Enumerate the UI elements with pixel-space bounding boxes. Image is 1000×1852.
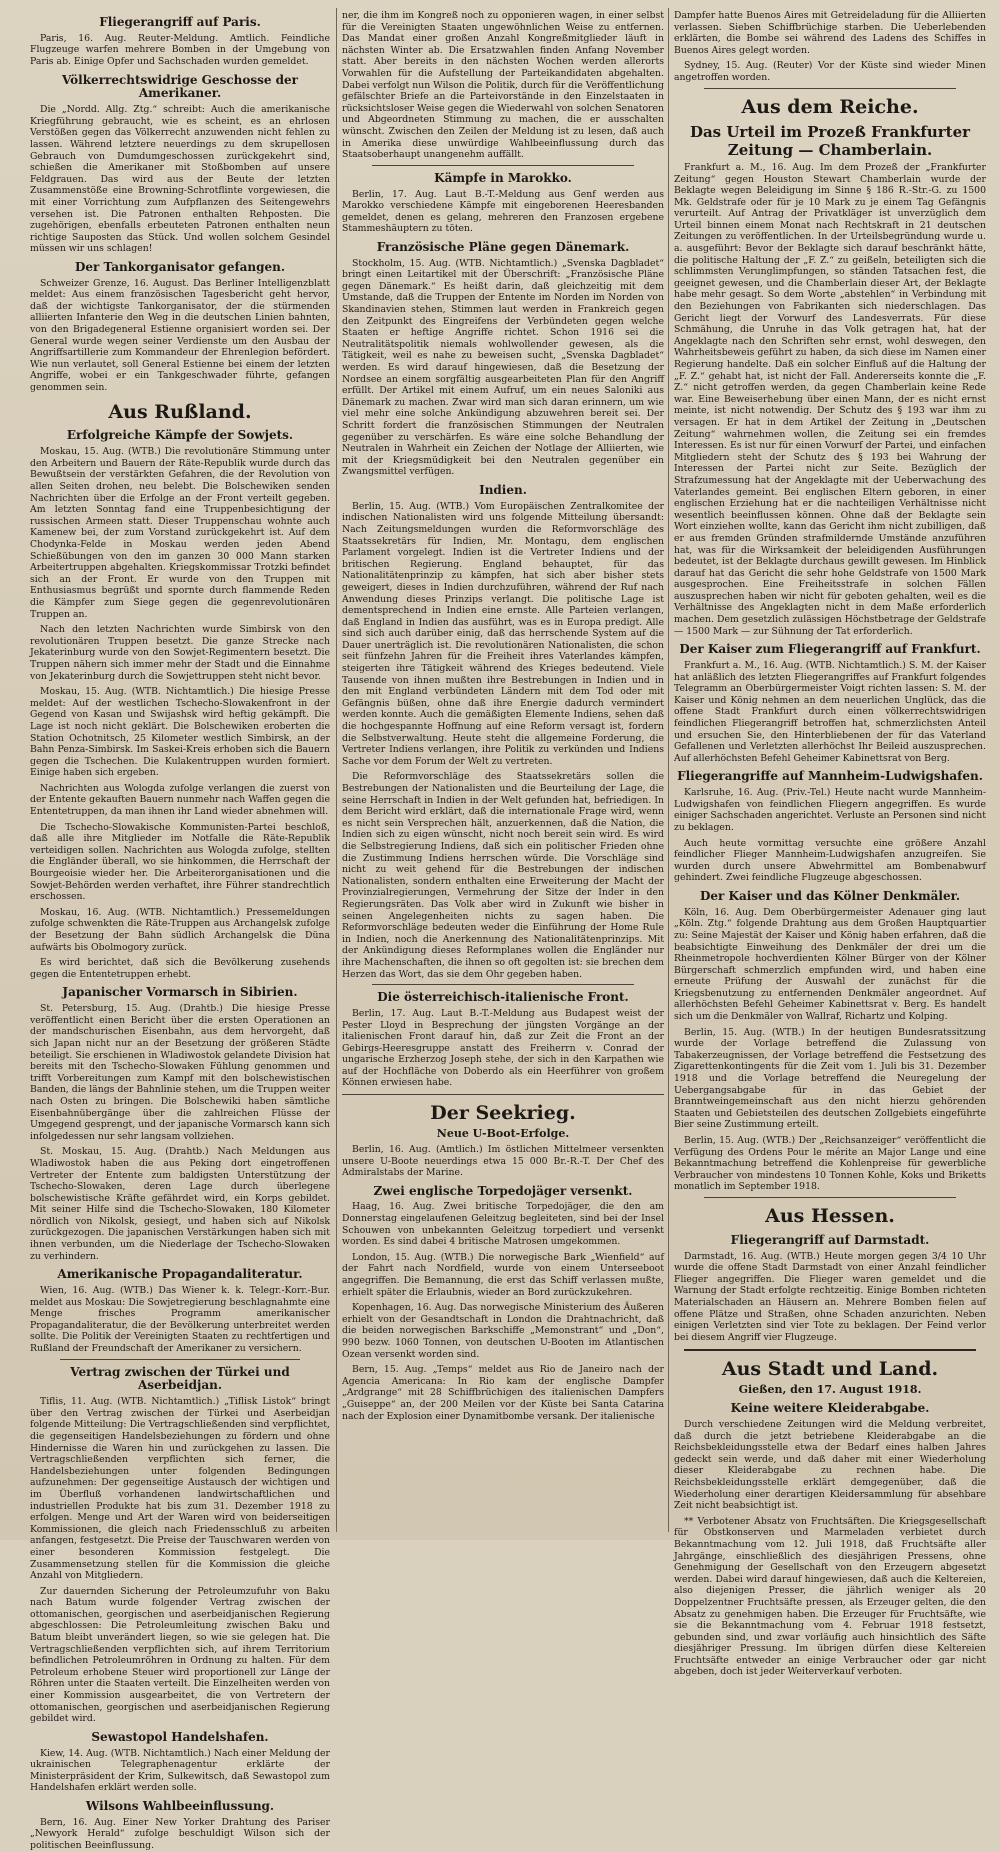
article-text: Berlin, 15. Aug. (WTB.) Der „Reichsanzeiger“ veröffentlicht die Verfügung des Ordens Pour le mérite an Major Lange und eine Bekanntmachung betreffend die Kohlenpreise für gewerbliche Verbraucher von mindestens 10 Tonnen Kohle, Koks und Briketts monatlich im September 1918. — [674, 1135, 986, 1193]
article-text: Tiflis, 11. Aug. (WTB. Nichtamtlich.) „Tiflisk Listok“ bringt über den Vertrag zwischen der Türkei und Aserbeidjan folgende Mitteilung: Die Vertragschließenden sind verpflichtet, die gegenseitigen Handelsbeziehungen zu fördern und ohne Hindernisse die Waren hin und zurückgehen zu lassen. Die Vertragschließenden verpflichten sich ferner, die Handelsbeziehungen unter folgenden Bedingungen aufzunehmen: Der gegenseitige Austausch der wichtigen und im Überfluß vorhandenen landwirtschaftlichen und industriellen Produkte hat bis zum 31. Dezember 1918 zu erfolgen. Menge und Art der Waren wird von beiderseitigen Kommissionen, die gleich nach Friedensschluß zu arbeiten anfangen, festgesetzt. Die Preise der Tauschwaren werden von einer besonderen Kommission festgelegt. Die Zusammensetzung stellen für die Kommission die gleiche Anzahl von Mitgliedern. — [30, 1396, 330, 1582]
section-title-reich: Aus dem Reiche. — [741, 95, 919, 118]
article-text: ner, die ihm im Kongreß noch zu opponieren wagen, in einer selbst für die Vereinigten Staaten ungewöhnlichen Weise zu entfernen. Das Mandat einer großen Anzahl Kongreßmitglieder läuft in nächsten Winter ab. Die Ersatzwahlen finden Anfang November statt. Aber bereits in den nächsten Wochen werden allerorts Vorwahlen für die Aufstellung der Parteikandidaten abgehalten. Dabei verfolgt nun Wilson die Politik, durch für die Veröffentlichung gefälschter Briefe an die Parteivorstände in den Einzelstaaten in rücksichtsloser Weise gegen die Wiederwahl von solchen Senatoren und Abgeordneten Stimmung zu machen, die er ausschalten wünscht. Zwischen den Zeilen der Meldung ist zu lesen, daß auch in Amerika diese unwürdige Wahlbeeinflussung durch das Staatsoberhaupt unangenehm auffällt. — [342, 10, 664, 161]
column-3 — [674, 10, 986, 1678]
headline-american-projectiles: Völkerrechtswidrige Geschosse der Amerikaner. — [61, 72, 299, 101]
section-title-hessen: Aus Hessen. — [765, 1204, 895, 1227]
article-text: Wien, 16. Aug. (WTB.) Das Wiener k. k. Telegr.-Korr.-Bur. meldet aus Moskau: Die Sowjetregierung beschlagnahmte eine Menge frisches Programm amerikanischer Propagandaliteratur, die der Bevölkerung unterbreitet werden sollte. Die Politik der Vereinigten Staaten zu rechtfertigen und Rußland der Freundschaft der Amerikaner zu versichern. — [30, 1285, 330, 1355]
headline-japanese-advance: Japanischer Vormarsch in Sibirien. — [62, 985, 298, 1000]
column-1 — [30, 10, 330, 1851]
article-text: Karlsruhe, 16. Aug. (Priv.-Tel.) Heute nacht wurde Mannheim-Ludwigshafen von feindlichen Fliegern angegriffen. Es wurde einiger Sachschaden angerichtet. Verluste an Personen sind nicht zu beklagen. — [674, 787, 986, 833]
headline-turkey-azerbaijan-treaty: Vertrag zwischen der Türkei und Aserbeidjan. — [70, 1364, 290, 1393]
column-rule-right — [668, 8, 669, 1532]
divider — [684, 1349, 976, 1351]
article-text: Sydney, 15. Aug. (Reuter) Vor der Küste sind wieder Minen angetroffen worden. — [674, 60, 986, 83]
headline-wilson-election: Wilsons Wahlbeeinflussung. — [85, 1799, 275, 1813]
article-text: Berlin, 17. Aug. Laut B.-T.-Meldung aus Genf werden aus Marokko verschiedene Kämpfe mit eingeborenen Heeresbanden gemeldet, denen es gelang, mehreren den Franzosen ergebene Stammeshäuptern zu töten. — [342, 188, 664, 235]
article-text: Berlin, 17. Aug. Laut B.-T.-Meldung aus Budapest weist der Pester Lloyd in Besprechung der jüngsten Vorgänge an der italienischen Front darauf hin, daß zur Zeit die Front an der Gebirgs-Heeresgruppe anstatt des Freiherrn v. Conrad der ungarische Erzherzog Joseph stehe, der sich in den Karpathen wie auf der Hochfläche von Doberdo als ein Heerführer von großem Können erwiesen habe. — [342, 1007, 664, 1089]
article-text: Paris, 16. Aug. Reuter-Meldung. Amtlich. Feindliche Flugzeuge warfen mehrere Bomben in der Umgebung von Paris ab. Einige Opfer und Sachschaden wurden gemeldet. — [30, 32, 330, 67]
headline-austrian-italian-front: Die österreichisch-italienische Front. — [377, 990, 629, 1005]
article-text: Stockholm, 15. Aug. (WTB. Nichtamtlich.) „Svenska Dagbladet“ bringt einen Leitartikel mit der Überschrift: „Französische Pläne gegen Dänemark.“ Es heißt darin, daß gleichzeitig mit dem Umstande, daß die Truppen der Entente im Norden im Norden von Skandinavien stehen, Stimmen laut werden in Frankreich gegen den Zeitpunkt des Eingreifens der Verbündeten gegen welche Staaten er heftige Angriffe richtet. Schon 1916 sei die Neutralitätspolitik niemals wohlwollender gewesen, als die Tätigkeit, weil es nahe zu beweisen sucht, „Svenska Dagbladet“ werden. Es wird darauf hingewiesen, daß die Besetzung der Nordsee an einem sorgfältig ausgearbeiteten Plan für den Angriff erfüllt. Der Artikel mit einem Aufruf, um ein neues Saloniki aus Dänemark zu machen. Zwar wird man sich daran erinnern, um wie viel mehr eine solche Ankündigung abzuwehren bereit sei. Der Schritt fordert die französischen Stimmungen der Neutralen gegenüber zu verschärfen. Es wäre eine solche Behandlung der Neutralen in Wahrheit ein Zeichen der Notlage der Alliierten, wie mit der Kriegsmüdigkeit bei den Neutralen gegenüber ein Zwangsmittel verfügen. — [342, 257, 664, 478]
article-text: Berlin, 16. Aug. (Amtlich.) Im östlichen Mittelmeer versenkten unsere U-Boote neuerdings etwa 15 000 Br.-R.-T. Der Chef des Admiralstabs der Marine. — [342, 1143, 664, 1179]
article-text: Moskau, 15. Aug. (WTB. Nichtamtlich.) Die hiesige Presse meldet: Auf der westlichen Tschecho-Slowakenfront in der Gegend von Kasan und Swijashsk wird heftig gekämpft. Die Lage ist noch nicht geklärt. Die Bolschewiken eroberten die Station Ochotnitsch, 25 Kilometer westlich Simbirsk, an der Bahn Penza-Simbirsk. Im Saskei-Kreis erhoben sich die Bauern gegen die Tschechen. Die Kulakentruppen wurden formiert. Einige haben sich ergeben. — [30, 686, 330, 779]
article-text: Frankfurt a. M., 16. Aug. Im dem Prozeß der „Frankfurter Zeitung“ gegen Houston Stewart Chamberlain wurde der Beklagte wegen Beleidigung im Sinne § 186 R.-Str.-G. zu 1500 Mk. Geldstrafe oder für je 10 Mark zu je einem Tag Gefängnis verurteilt. Auf Antrag der Privatkläger ist unverzüglich dem Urteil binnen einem Monat nach Rechtskraft in 21 deutschen Zeitungen zu veröffentlichen. In der Urteilsbegründung wurde u. a. ausgeführt: Bevor der Beklagte sich darauf beschränkt hätte, die politische Haltung der „F. Z.“ zu geißeln, beteiligten sich die schlimmsten Verunglimpfungen, so ständen Tatsachen fest, die geeignet gewesen, und die Chamberlain dieser Art, der Beklagte habe mehr gesagt. So dem Worte „abstehlen“ in Verbindung mit den Beziehungen von Fabrikanten sich niederschlagen. Das Gericht liegt der Vorwurf des Landesverrats. Für diese Schmähung, die Unruhe in das Volk getragen hat, hat der Angeklagte nach den Schriften sehr ernst, wohl deswegen, den Wahrheitsbeweis geführt zu haben, da sich diese im Namen einer Regierung handelte. Daß ein solcher Einfluß auf die Haltung der „F. Z.“ gehabt hat, ist nicht der Fall. Andererseits konnte die „F. Z.“ nicht getroffen werden, da gegen Chamberlain keine Rede war. Eine Beweiserhebung über einen Mann, der es nicht ernst meinte, ist nicht notwendig. Der Schutz des § 193 war ihm zu versagen. Er hat in dem Artikel der Zeitung in „Deutschen Zeitung“ wahrnehmen wollen, die Zeitung sei ein fremdes Interessen. Es ist nur für einen Vorwurf der Partei, und einfachen Mitgliedern steht der Schutz des § 193 bei Wahrung der Interessen der Partei nicht zur Seite. Bezüglich der Strafzumessung hat der Angeklagte mit der Ueberwachung des Vaterlandes gemeint. Bei englischen Eltern geboren, in einer englischen Erziehung hat er die nachteiligen Verhältnisse nicht wesentlich beeinflussen können. Ohne daß der Beklagte sein Wort einziehen wollte, kann das Gericht ihm nicht zubilligen, daß er aus fremden Gründen strafmildernde Umstände anzuführen hat, was für die Wirksamkeit der beleidigenden Ausführungen bedeutet, ist der Beklagte durchaus gewillt gewesen. Im Hinblick darauf hat das Gericht die sehr hohe Geldstrafe von 1500 Mark ausgesprochen. Eine Freiheitsstrafe in solchen Fällen auszusprechen haben wir nicht für geboten gehalten, weil es die Verhältnisse des Angeklagten nicht in dem Maße erforderlich machen. Dem gesetzlich zulässigen Höchstbetrage der Geldstrafe — 1500 Mark — zur Sühnung der Tat erforderlich. — [674, 161, 986, 637]
divider — [372, 984, 634, 985]
article-text: Dampfer hatte Buenos Aires mit Getreideladung für die Alliierten verlassen. Sieben Schiffbrüchige starben. Die Ueberlebenden erklärten, die Bombe sei während des Ladens des Schiffes in Buenos Aires gelegt worden. — [674, 10, 986, 56]
article-text: Haag, 16. Aug. Zwei britische Torpedojäger, die den am Donnerstag eingelaufenen Geleitzug begleiteten, sind bei der Insel Schouwen von unbekannten Geleitzug torpediert und versenkt worden. Es sind dabei 4 britische Matrosen umgekommen. — [342, 1201, 664, 1248]
headline-clothing-collection: Keine weitere Kleiderabgabe. — [730, 1401, 930, 1416]
subheadline-u-boat-success: Neue U-Boot-Erfolge. — [436, 1126, 570, 1140]
article-text: Nach den letzten Nachrichten wurde Simbirsk von den revolutionären Truppen besetzt. Die ganze Strecke nach Jekaterinburg wurde von den Sowjet-Regimentern besetzt. Die Truppen nähern sich immer mehr der Stadt und die Einnahme von Jekaterinburg durch die Sowjettruppen steht nicht bevor. — [30, 624, 330, 682]
section-title-city-country: Aus Stadt und Land. — [721, 1358, 939, 1381]
article-text: Es wird berichtet, daß sich die Bevölkerung zusehends gegen die Ententetruppen erhebt. — [30, 957, 330, 980]
divider — [704, 88, 956, 89]
divider — [60, 1359, 300, 1360]
section-title-naval-war: Der Seekrieg. — [430, 1102, 576, 1125]
divider — [372, 165, 634, 166]
article-text: Moskau, 16. Aug. (WTB. Nichtamtlich.) Pressemeldungen zufolge schwenkten die Räte-Truppen aus Archangelsk zufolge der Besetzung der Bahn südlich Archangelsk die Düna aufwärts bis Obolmogory zurück. — [30, 906, 330, 953]
headline-kaiser-cologne-monuments: Der Kaiser und das Kölner Denkmäler. — [699, 888, 961, 903]
article-text: ** Verbotener Absatz von Fruchtsäften. Die Kriegsgesellschaft für Obstkonserven und Marmeladen verbietet durch Bekanntmachung vom 12. Juli 1918, daß Fruchtsäfte aller Jahrgänge, einschließlich des diesjährigen Pressens, ohne Genehmigung der Gesellschaft von den Erzeugern abgesetzt werden. Dabei wird darauf hingewiesen, daß auch die Keltereien, also diejenigen Presser, die jährlich weniger als 20 Doppelzentner Fruchtsäfte pressen, als Erzeuger gelten, die den Absatz zu genehmigen haben. Die Erzeuger für Fruchtsäfte, wie sie die Bekanntmachung vom 4. Februar 1918 festsetzt, gebunden sind, und zwar vorläufig auch hinsichtlich des Säfte diesjähriger Pressung. Im übrigen dürfen diese Keltereien Fruchtsäfte entweder an einige Verbraucher oder gar nicht abgeben, doch ist jeder Weiterverkauf verboten. — [674, 1515, 986, 1678]
article-text: Bern, 16. Aug. Einer New Yorker Drahtung des Pariser „Newyork Herald“ zufolge beschuldigt Wilson sich der politischen Beeinflussung. — [30, 1816, 330, 1851]
section-title-russia: Aus Rußland. — [108, 400, 252, 423]
article-text: Die Tschecho-Slowakische Kommunisten-Partei beschloß, daß alle ihre Mitglieder im Notfalle die Räte-Republik verteidigen sollen. Nachrichten aus Wologda zufolge, stellten die Engländer überall, wo sie hinkommen, die Herrschaft der Bourgeoisie wieder her. Die Arbeiterorganisationen und die Sowjet-Behörden werden verhaftet, ihre Führer standrechtlich erschossen. — [30, 821, 330, 903]
headline-kaiser-frankfurt: Der Kaiser zum Fliegerangriff auf Frankfurt. — [679, 642, 981, 657]
article-text: St. Moskau, 15. Aug. (Drahtb.) Nach Meldungen aus Wladiwostok haben die aus Peking dort eingetroffenen Vertreter der Entente zum baldigsten Unterstützung der Tschecho-Slowaken, deren Lage durch überlegene bolschewistische Kräfte gefährdet wird, ein Korps gebildet. Mit seiner Hilfe sind die Tschecho-Slowaken, 180 Kilometer nördlich von Nikolsk, gesiegt, und haben sich auf Nikolsk zurückgezogen. Die japanischen Verstärkungen haben sich mit ihnen verbunden, um die Niederlage der Tschecho-Slowaken zu verhindern. — [30, 1146, 330, 1262]
headline-american-propaganda: Amerikanische Propagandaliteratur. — [57, 1267, 303, 1282]
article-text: Frankfurt a. M., 16. Aug. (WTB. Nichtamtlich.) S. M. der Kaiser hat anläßlich des letzten Fliegerangriffes auf Frankfurt folgendes Telegramm an Oberbürgermeister Voigt richten lassen: S. M. der Kaiser und König nehmen an dem neuerlichen Unglück, das die offene Stadt Frankfurt durch einen völkerrechtswidrigen feindlichen Fliegerangriff betroffen hat, schmerzlichsten Anteil und ersuchen Sie, den Hinterbliebenen der für das Vaterland Gefallenen und Verletzten allerhöchst Ihr Beileid auszusprechen. Auf allerhöchsten Befehl Geheimer Kabinettsrat von Berg. — [674, 660, 986, 764]
article-text: Nachrichten aus Wologda zufolge verlangen die zuerst von der Entente gekauften Bauern nunmehr nach Waffen gegen die Ententetruppen, da man ihnen ihr Land wieder abnehmen will. — [30, 782, 330, 818]
headline-sevastopol-harbor: Sewastopol Handelshafen. — [91, 1729, 269, 1744]
headline-morocco-battles: Kämpfe in Marokko. — [434, 170, 572, 185]
article-text: Moskau, 15. Aug. (WTB.) Die revolutionäre Stimmung unter den Arbeitern und Bauern der Räte-Republik wurde durch das Bewußtsein der verstärkten Gefahren, die der Revolution von allen Seiten drohen, neu belebt. Die Bolschewiken senden Nachrichten über die Erfolge an der Front verteilt gegeben. Am letzten Sonntag fand eine Truppenbesichtigung der russischen Armeen statt. Dieser Truppenschau wohnte auch Kamenew bei, der zum Vorstand zurückgekehrt ist. Auf dem Chodynka-Felde in Moskau werden jeden Abend Schießübungen von den im ganzen 30 000 Mann starken Arbeitertruppen abgehalten. Kriegskommissar Trotzki befindet sich an der Front. Er wurde von den Truppen mit Enthusiasmus begrüßt und spornte durch flammende Reden die Kämpfer zum Siege gegen die gegenrevolutionären Truppen an. — [30, 446, 330, 620]
article-text: Kiew, 14. Aug. (WTB. Nichtamtlich.) Nach einer Meldung der ukrainischen Telegraphenagentur erklärte der Ministerpräsident der Krim, Sulkewitsch, daß Sewastopol zum Handelshafen erklärt werden solle. — [30, 1747, 330, 1794]
article-text: Berlin, 15. Aug. (WTB.) In der heutigen Bundesratssitzung wurde der Vorlage betreffend die Zulassung von Tabakerzeugnissen, der Vorlage betreffend die Festsetzung des Zigarettenkontingents für die Zeit vom 1. Juli bis 31. Dezember 1918 und die Vorlage betreffend die Neuregelung der Uebergangsabgabe für in das Gebiet der Branntweingemeinschaft aus den nicht hierzu gehörenden Staaten und Gebietsteilen des deutschen Zollgebiets eingeführte Bier seine Zustimmung erteilt. — [674, 1026, 986, 1131]
article-text: Die „Nordd. Allg. Ztg.“ schreibt: Auch die amerikanische Kriegführung gebraucht, wie es scheint, es an ehrlosen Verstößen gegen das Völkerrecht anzuwenden nicht fehlen zu lassen. Während letztere neuerdings zu dem skrupellosen Gebrauch von Dumdumgeschossen zurückgekehrt sind, schießen die Amerikaner mit Stoßbomben auf unsere Feldgrauen. Das wird aus der Beute der letzten Zusammenstöße eine Browning-Schrotflinte vorgewiesen, die mit einer Vorrichtung zum Aufpflanzen des Seitengewehrs versehen ist. Die Patronen enthalten Rehposten. Die zugehörigen, ebenfalls erbeuteten Patronen enthalten neun richtige Sauposten das Stück. Und wollen solchem Gesindel müssen wir uns schlagen! — [30, 104, 330, 255]
divider — [704, 1197, 956, 1198]
article-text: Darmstadt, 16. Aug. (WTB.) Heute morgen gegen 3/4 10 Uhr wurde die offene Stadt Darmstadt von einer Anzahl feindlicher Flieger angegriffen. Die Flieger waren gemeldet und die Warnung der Stadt erfolgte rechtzeitig. Einige Bomben richteten Materialschaden an Häusern an. Mehrere Bomben fielen auf offene Plätze und Straßen, ohne Schaden anzurichten. Neben einigen Verletzten sind vier Tote zu beklagen. Der Feind verlor bei diesem Angriff vier Flugzeuge. — [674, 1250, 986, 1343]
divider — [342, 1094, 664, 1095]
article-text: Zur dauernden Sicherung der Petroleumzufuhr von Baku nach Batum wurde folgender Vertrag zwischen der ottomanischen, georgischen und aserbeidjanischen Regierung abgeschlossen: Die Petroleumleitung zwischen Baku und Batum bleibt unverändert liegen, so wie sie gelegen hat. Die Vertragschließenden verpflichten sich, auf ihrem Territorium befindlichen Petroleumröhren in Ordnung zu halten. Für dem Petroleum erhobene Steuer wird proportionell zur Länge der Röhren unter die Staaten verteilt. Die Einzelheiten werden von einer Kommission ausgearbeitet, die von Vertretern der ottomanischen, georgischen und aserbeidjanischen Regierung gebildet wird. — [30, 1585, 330, 1725]
article-text: St. Petersburg, 15. Aug. (Drahtb.) Die hiesige Presse veröffentlicht einen Bericht über die ersten Operationen an der mandschurischen Eisenbahn, aus dem hervorgeht, daß sich Japan nicht nur an der Besetzung der größeren Städte beteiligt. Sie erschienen in Wladiwostok gelandete Division hat bereits mit den Tschecho-Slowaken Fühlung genommen und trifft Vorbereitungen zum Kampf mit den bolschewistischen Banden, die längs der Bahnlinie stehen, um die Truppen weiter nach Osten zu bringen. Die Bolschewiki haben sämtliche Eisenbahnübergänge über die zahlreichen Flüsse der Umgegend gesprengt, und der japanische Vormarsch kann sich infolgedessen nur sehr langsam vollziehen. — [30, 1003, 330, 1142]
headline-torpedo-boats-sunk: Zwei englische Torpedojäger versenkt. — [373, 1183, 633, 1198]
headline-soviet-battles: Erfolgreiche Kämpfe der Sowjets. — [66, 428, 294, 443]
article-text: Schweizer Grenze, 16. August. Das Berliner Intelligenzblatt meldet: Aus einem französischen Tagesbericht geht hervor, daß der wichtigste Tankorganisator, der die stürmenden alliierten Infanterie den Weg in die deutschen Linien bahnten, von den Brigadegeneral Estienne organisiert worden sei. Der General wurde wegen seiner Verdienste um den Ausbau der Angriffsartillerie zum Kommandeur der Ehrenlegion befördert. Wie nun verlautet, soll General Estienne bei einem der letzten Angriffe, wobei er ein Tankgeschwader führte, gefangen genommen sein. — [30, 277, 330, 394]
headline-darmstadt-raid: Fliegerangriff auf Darmstadt. — [730, 1232, 930, 1247]
article-text: Durch verschiedene Zeitungen wird die Meldung verbreitet, daß durch die jetzt betriebene Kleiderabgabe an die Reichsbekleidungsstelle etwa der Bedarf eines halben Jahres gedeckt sein werde, und daß daher mit einer Wiederholung dieser Kleiderabgabe zu rechnen habe. Die Reichsbekleidungsstelle erklärt demgegenüber, daß die Wiederholung einer derartigen Kleidersammlung für absehbare Zeit nicht beabsichtigt ist. — [674, 1419, 986, 1512]
article-text: London, 15. Aug. (WTB.) Die norwegische Bark „Wienfield“ auf der Fahrt nach Nordfield, wurde von einem Unterseeboot angegriffen. Die Bemannung, die erst das Schiff verlassen mußte, erhielt später die Erlaubnis, wieder an Bord zurückzukehren. — [342, 1251, 664, 1298]
headline-frankfurt-verdict: Das Urteil im Prozeß Frankfurter Zeitung — Chamberlain. — [689, 123, 971, 159]
headline-french-plans-denmark: Französische Pläne gegen Dänemark. — [376, 239, 630, 254]
headline-mannheim-raids: Fliegerangriffe auf Mannheim-Ludwigshafen. — [677, 769, 983, 784]
dateline-giessen: Gießen, den 17. August 1918. — [738, 1383, 922, 1397]
article-text: Kopenhagen, 16. Aug. Das norwegische Ministerium des Äußeren erhielt von der Gesandtschaft in London die Drahtnachricht, daß die beiden norwegischen Barkschiffe „Memonstrant“ und „Don“, 990 bezw. 1060 Tonnen, von deutschen U-Booten im Atlantischen Ozean versenkt worden sind. — [342, 1302, 664, 1360]
article-text: Bern, 15. Aug. „Temps“ meldet aus Rio de Janeiro nach der Agencia Americana: In Rio kam der englische Dampfer „Ardgrange“ mit 28 Schiffbrüchigen des italienischen Dampfers „Guiseppe“ an, der 200 Meilen vor der Küste bei Santa Catarina nach der Explosion einer Dynamitbombe versank. Der italienische — [342, 1364, 664, 1422]
article-text: Köln, 16. Aug. Dem Oberbürgermeister Adenauer ging laut „Köln. Ztg.“ folgende Drahtung aus dem Großen Hauptquartier zu: Seine Majestät der Kaiser und König haben erfahren, daß die beabsichtigte Einweihung des Denkmäler der drei um die Rheinmetropole hochverdienten Kölner Bürger von der Kölner Bürgerschaft schmerzlich empfunden wird, und haben eine erneute Prüfung der Auswahl der zunächst für die Kriegsbenutzung zu entfernenden Denkmäler angeordnet. Auf allerhöchsten Befehl Geheimer Kabinettsrat v. Berg. Es handelt sich um die Denkmäler von Wallraf, Richartz und Kolping. — [674, 906, 986, 1023]
headline-india: Indien. — [479, 482, 527, 497]
headline-tank-organizer: Der Tankorganisator gefangen. — [74, 259, 286, 274]
article-text: Auch heute vormittag versuchte eine größere Anzahl feindlicher Flieger Mannheim-Ludwigshafen anzugreifen. Sie wurden durch unsere Abwehrmittel am Bombenabwurf gehindert. Zwei feindliche Flugzeuge abgeschossen. — [674, 837, 986, 884]
column-rule-left — [336, 8, 337, 1532]
column-2 — [342, 10, 664, 1534]
article-text: Die Reformvorschläge des Staatssekretärs sollen die Bestrebungen der Nationalisten und die Beurteilung der Lage, die seine Herrschaft in Indien in der Welt gefunden hat, befriedigen. In dem Bericht wird erklärt, daß die internationale Frage wird, wenn es nicht sein Versprechen hält, anzuerkennen, daß die Nation, die Indien sich zu eigen wünscht, nicht noch bereit sein wird. Es wird die Selbstregierung Indiens, daß sich ein politischer Frieden ohne die Zustimmung Indiens herrschen würde. Die Vorschläge sind nicht zu weit gehend für die Bestrebungen der indischen Nationalisten, sondern enthalten eine Erweiterung der Macht der Provinzialregierungen, Vermehrung der Sitze der Inder in den Regierungsräten. Das Volk aber wird in Zukunft wie bisher in seinen Angelegenheiten nichts zu sagen haben. Die Reformvorschläge bedeuten weder die Einführung der Home Rule in Indien, noch die Anerkennung des Nationalitätenprinzips. Mit der Ankündigung dieses Reformplanes wollen die Engländer nur ihre Machenschaften, die ihnen so oft gegolten ist: sie brechen dem Herzen das Wort, das sie dem Ohr gegeben haben. — [342, 771, 664, 980]
headline-paris-air-raid: Fliegerangriff auf Paris. — [99, 15, 261, 29]
article-text: Berlin, 15. Aug. (WTB.) Vom Europäischen Zentralkomitee der indischen Nationalisten wird uns folgende Mitteilung übersandt: Nach Zeitungsmeldungen wurden die Reformvorschläge des Staatssekretärs für Indien, Mr. Montagu, dem englischen Parlament vorgelegt. Indien ist die Vertreter Indiens und der britischen Regierung. England behauptet, für das Nationalitätenprinzip zu kämpfen, hat sich aber bisher stets geweigert, dieses in Indien durchzuführen, während der Ruf nach Anwendung dieses Prinzips verlangt. Die politische Lage ist dementsprechend in Indien eine ernste. Alle Parteien verlangen, daß England in Indien das ausführt, was es in Europa predigt. Alle sind sich auch darüber einig, daß das herrschende System auf die Dauer unerträglich ist. Die revolutionären Nationalisten, die schon seit fünfzehn Jahren für die Freiheit ihres Vaterlandes kämpfen, steigerten ihre Tätigkeit während des Krieges bedeutend. Viele Tausende von ihnen mußten ihre Bestrebungen in Indien und in den mit England verbündeten Ländern mit dem Tod oder mit Gefängnis büßen, ohne daß ihre Energie dadurch vermindert werden konnte. Auch die gemäßigten Elemente Indiens, sehen daß die hochgespannte Hoffnung auf eine Reform versagt ist, fordern die Selbstverwaltung. Heute steht die allgemeine Forderung, die Vertreter Indiens verlangen, ihre Politik zu verkünden und Indiens Sache vor dem Forum der Welt zu vertreten. — [342, 500, 664, 767]
